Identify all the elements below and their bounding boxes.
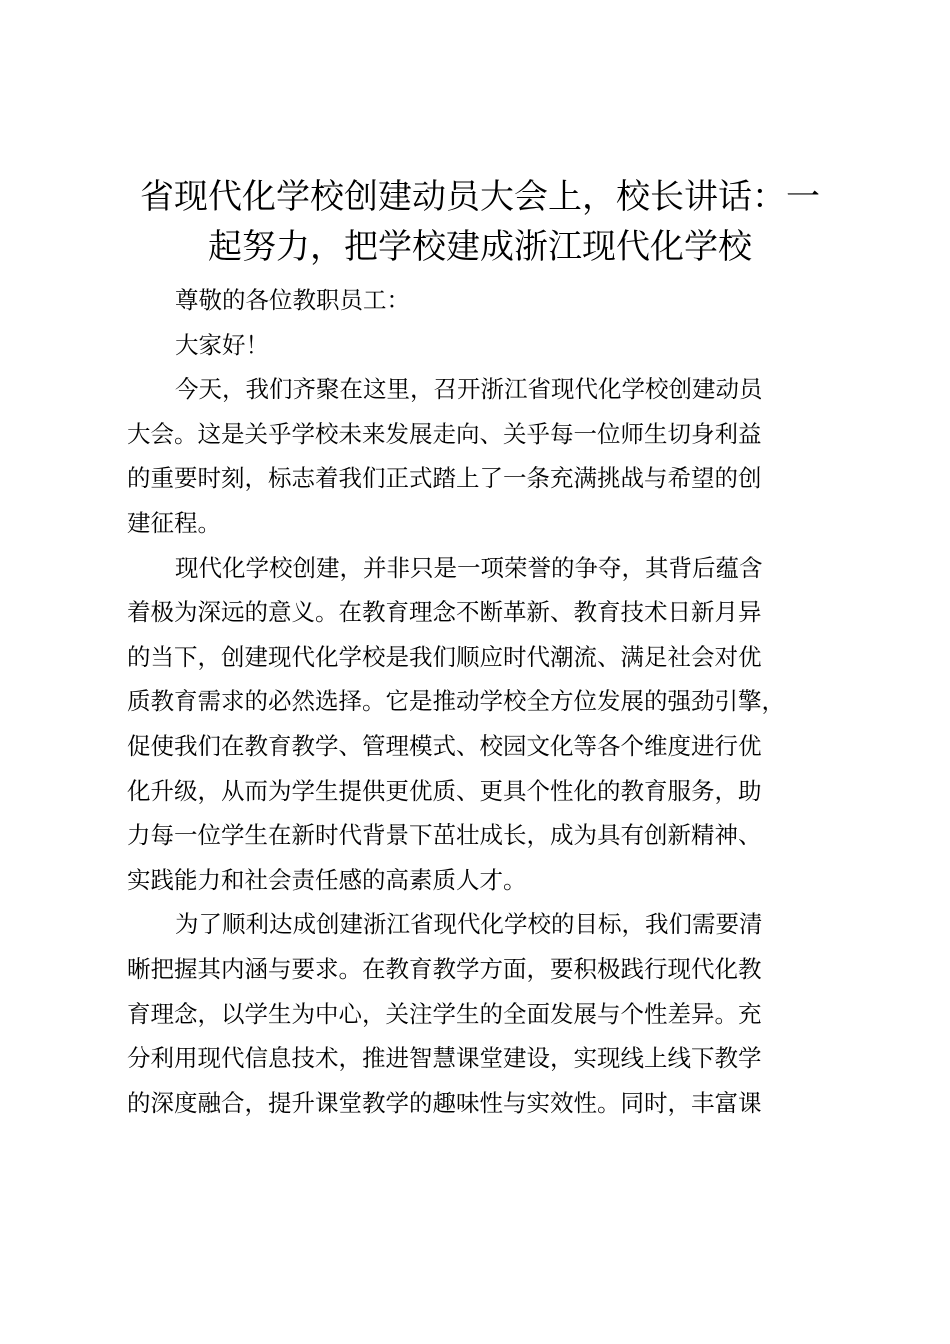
paragraph-line: 着极为深远的意义。在教育理念不断革新、教育技术日新月异 [127, 598, 762, 627]
paragraph-line: 力每一位学生在新时代背景下茁壮成长，成为具有创新精神、 [127, 821, 762, 850]
title-line-2: 起努力，把学校建成浙江现代化学校 [208, 227, 752, 267]
paragraph-line: 的当下，创建现代化学校是我们顺应时代潮流、满足社会对优 [127, 642, 762, 671]
paragraph-line: 的深度融合，提升课堂教学的趣味性与实效性。同时，丰富课 [127, 1088, 762, 1117]
paragraph-line: 分利用现代信息技术，推进智慧课堂建设，实现线上线下教学 [127, 1044, 762, 1073]
paragraph-line: 今天，我们齐聚在这里，召开浙江省现代化学校创建动员 [175, 375, 763, 404]
hello-line: 大家好！ [175, 330, 269, 359]
paragraph-line: 大会。这是关乎学校未来发展走向、关乎每一位师生切身利益 [127, 419, 762, 448]
paragraph-line: 现代化学校创建，并非只是一项荣誉的争夺，其背后蕴含 [175, 553, 763, 582]
greeting: 尊敬的各位教职员工： [175, 286, 410, 314]
paragraph-line: 化升级，从而为学生提供更优质、更具个性化的教育服务，助 [127, 776, 762, 805]
paragraph-line: 育理念，以学生为中心，关注学生的全面发展与个性差异。充 [127, 999, 762, 1028]
paragraph-line: 质教育需求的必然选择。它是推动学校全方位发展的强劲引擎， [127, 687, 785, 716]
title-line-1: 省现代化学校创建动员大会上，校长讲话：一 [140, 177, 820, 217]
paragraph-line: 建征程。 [127, 508, 221, 537]
paragraph-line: 实践能力和社会责任感的高素质人才。 [127, 865, 527, 894]
paragraph-3 [127, 902, 837, 1125]
paragraph-2 [127, 546, 837, 903]
document-title [100, 172, 860, 272]
paragraph-line: 促使我们在教育教学、管理模式、校园文化等各个维度进行优 [127, 731, 762, 760]
paragraph-line: 晰把握其内涵与要求。在教育教学方面，要积极践行现代化教 [127, 954, 762, 983]
document-body [127, 278, 837, 1125]
paragraph-line: 的重要时刻，标志着我们正式踏上了一条充满挑战与希望的创 [127, 464, 762, 493]
paragraph-1 [127, 367, 837, 545]
paragraph-line: 为了顺利达成创建浙江省现代化学校的目标，我们需要清 [175, 910, 763, 939]
